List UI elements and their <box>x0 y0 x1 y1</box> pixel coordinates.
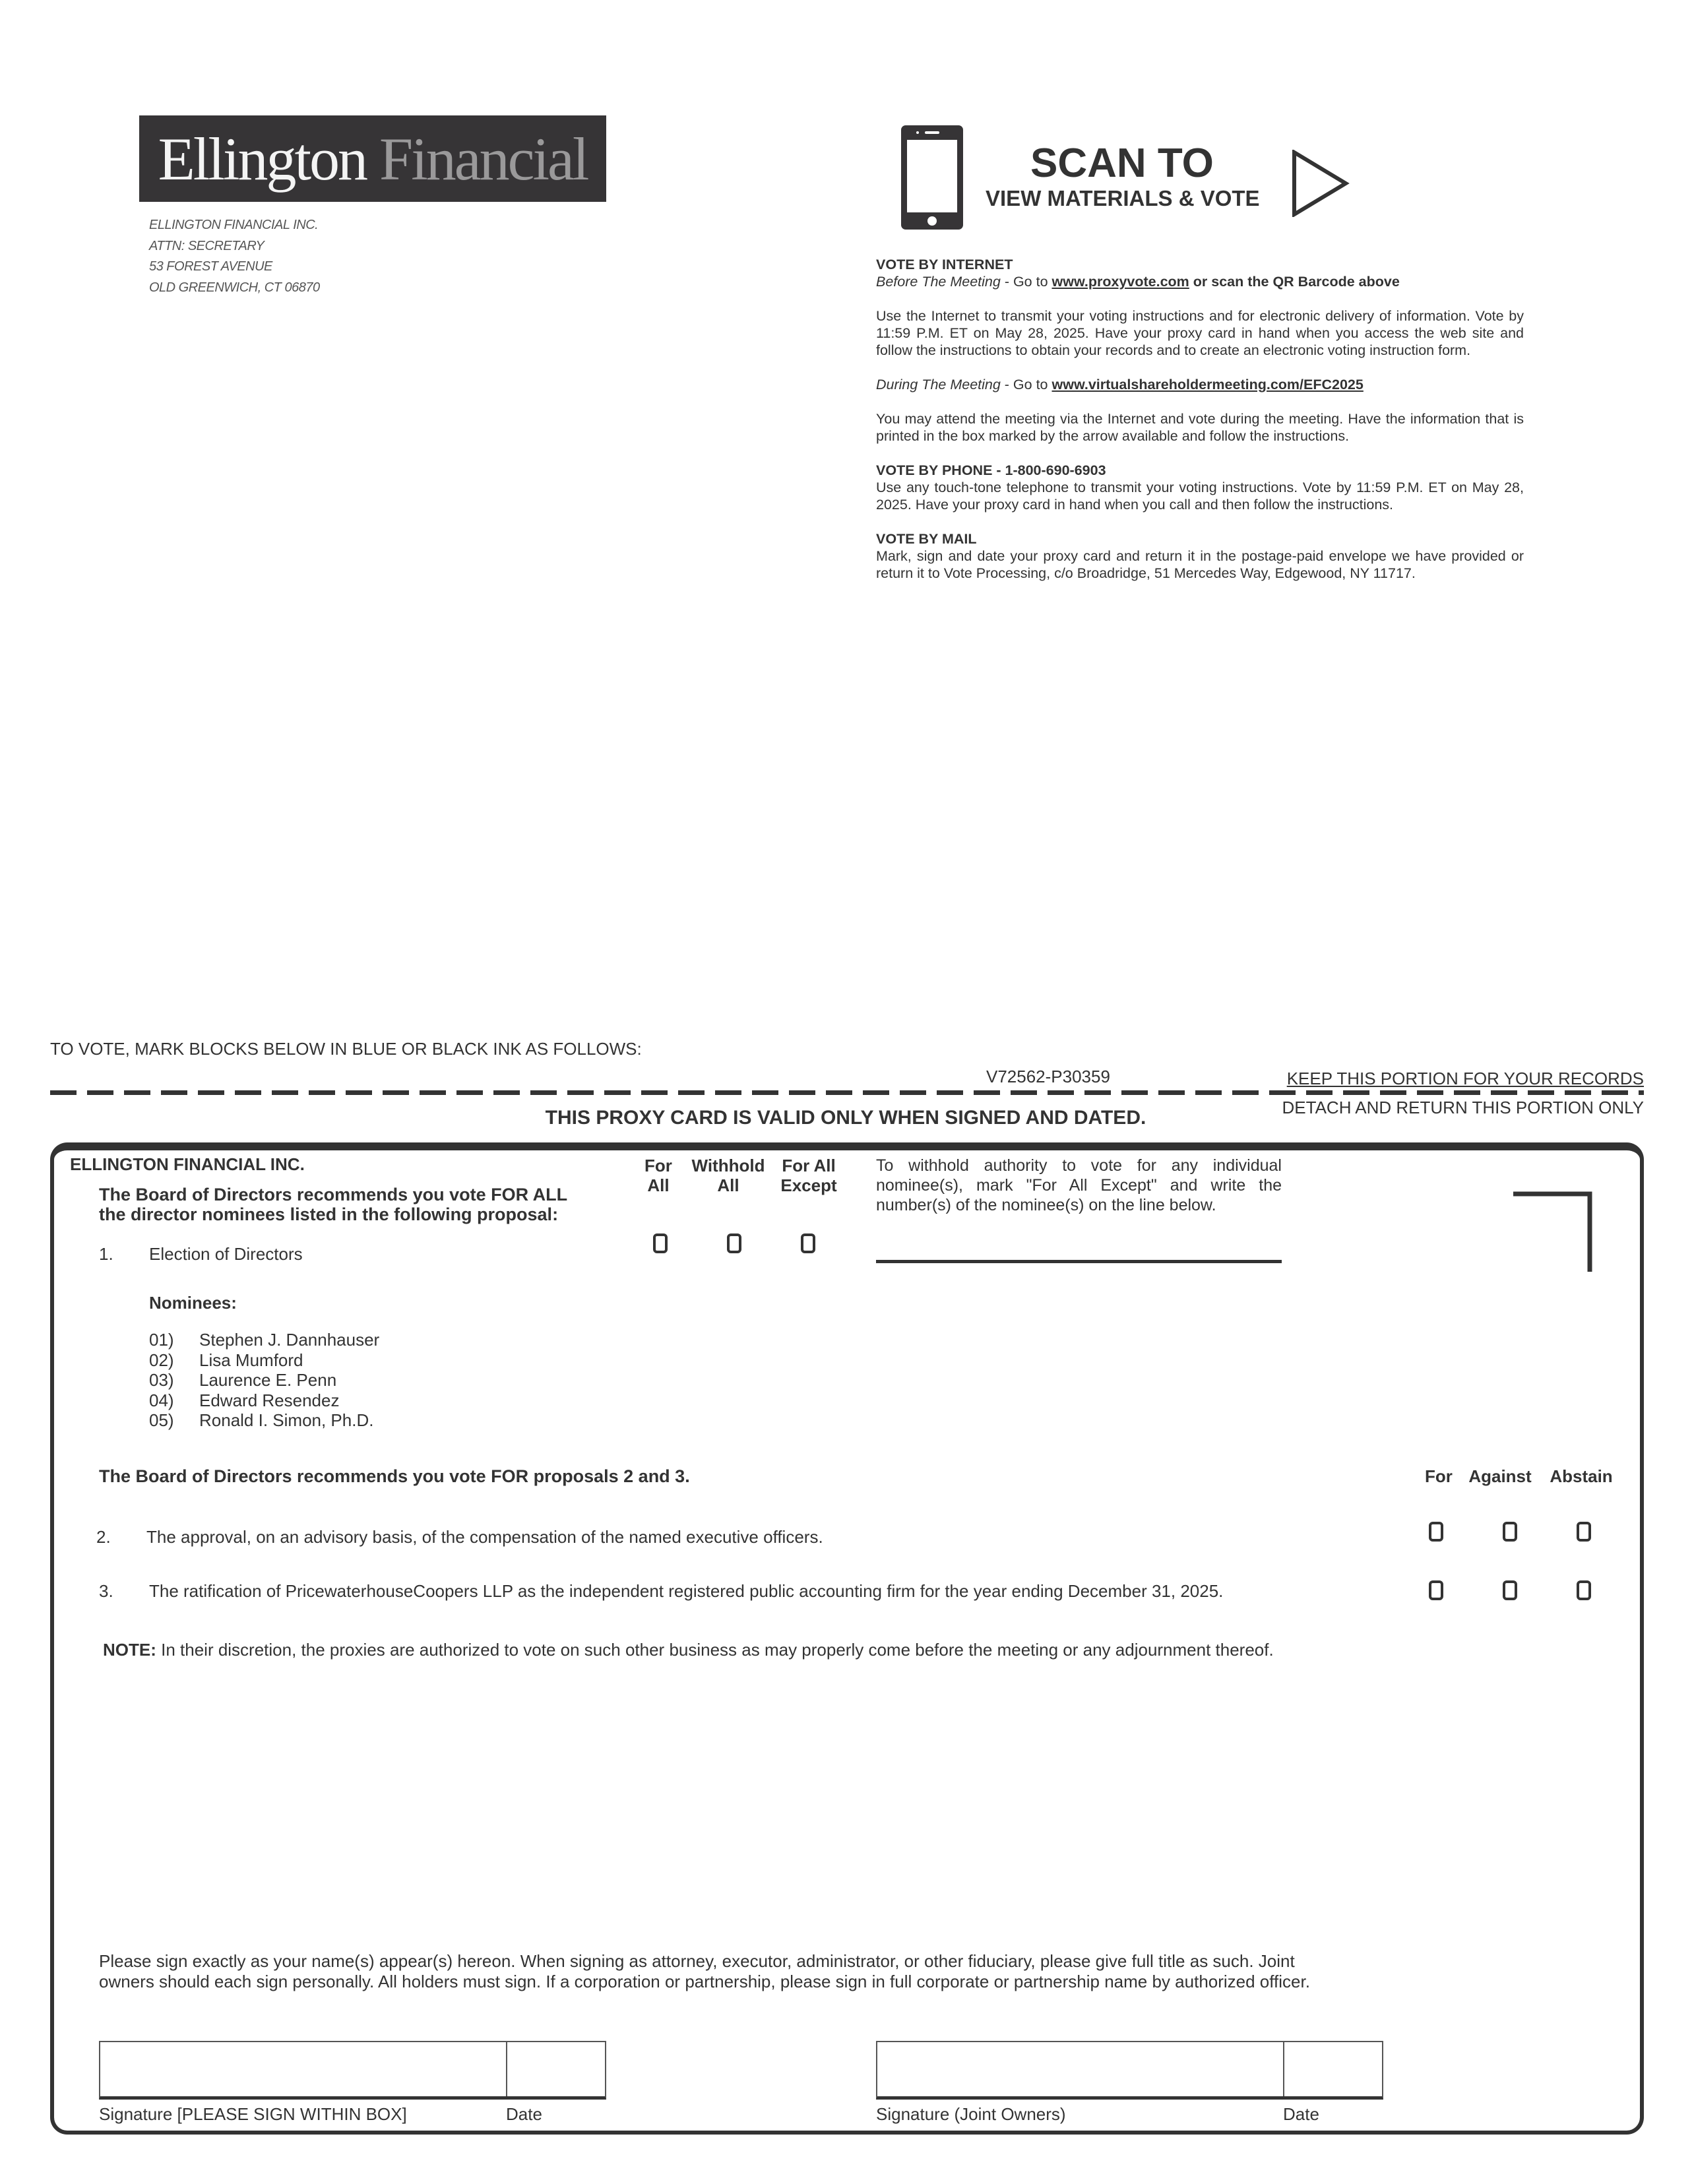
date-divider <box>506 2042 507 2096</box>
nominee-item: 04) Edward Resendez <box>149 1390 340 1410</box>
date-divider <box>1283 2042 1284 2096</box>
proposal-3-text: The ratification of PricewaterhouseCoopers LLP as the independent registered public accounting firm for the year ending December 31, 2025. <box>149 1581 1224 1601</box>
recommendation-1b: the director nominees listed in the following proposal: <box>99 1204 559 1224</box>
ellington-financial-logo <box>139 115 606 202</box>
proposal-2-for-checkbox[interactable] <box>1429 1522 1443 1542</box>
internet-body: Use the Internet to transmit your voting instructions and for electronic delivery of information. Vote by 11:59 P.M. ET on May 28, 2025. Have your proxy card in hand when you access the web site and follow the instructions to obtain your records and to create an electronic voting instruction form. <box>876 308 1524 358</box>
address-line: ATTN: SECRETARY <box>149 239 265 253</box>
during-meeting-label: During The Meeting <box>876 377 1001 392</box>
for-all-except-checkbox[interactable] <box>801 1233 815 1253</box>
nominee-item: 01) Stephen J. Dannhauser <box>149 1330 380 1350</box>
proposal-3-for-checkbox[interactable] <box>1429 1580 1443 1600</box>
nominee-item: 02) Lisa Mumford <box>149 1350 303 1370</box>
internet-heading: VOTE BY INTERNET <box>876 257 1013 272</box>
col-for-all: For All <box>644 1156 672 1195</box>
go-to-text: - Go to <box>1000 377 1052 392</box>
proposal-2-abstain-checkbox[interactable] <box>1577 1522 1591 1542</box>
address-line: ELLINGTON FINANCIAL INC. <box>149 218 319 232</box>
nominee-number-line[interactable] <box>876 1260 1282 1263</box>
address-line: OLD GREENWICH, CT 06870 <box>149 280 320 295</box>
proposal-3-number: 3. <box>99 1581 113 1601</box>
proposal-2-against-checkbox[interactable] <box>1503 1522 1517 1542</box>
nominee-item: 03) Laurence E. Penn <box>149 1370 337 1390</box>
proposal-2-text: The approval, on an advisory basis, of the compensation of the named executive officers. <box>146 1527 823 1547</box>
proposal-1-text: Election of Directors <box>149 1244 303 1264</box>
nominees-label: Nominees: <box>149 1293 237 1313</box>
mail-heading: VOTE BY MAIL <box>876 531 977 547</box>
proposal-2-number: 2. <box>96 1527 111 1547</box>
note-label: NOTE: <box>103 1640 156 1660</box>
phone-heading: VOTE BY PHONE - 1-800-690-6903 <box>876 462 1106 478</box>
view-materials-heading: VIEW MATERIALS & VOTE <box>986 186 1260 210</box>
proposal-1-number: 1. <box>99 1244 113 1264</box>
signature-label: Signature [PLEASE SIGN WITHIN BOX] <box>99 2104 407 2124</box>
corner-bracket-mark <box>1513 1191 1594 1272</box>
control-code: V72562-P30359 <box>986 1067 1110 1086</box>
withhold-all-checkbox[interactable] <box>727 1233 741 1253</box>
detach-portion-label: DETACH AND RETURN THIS PORTION ONLY <box>1282 1098 1644 1117</box>
keep-portion-label: KEEP THIS PORTION FOR YOUR RECORDS <box>1286 1069 1644 1088</box>
joint-signature-label: Signature (Joint Owners) <box>876 2104 1066 2124</box>
date-label: Date <box>1283 2104 1319 2124</box>
mail-body: Mark, sign and date your proxy card and return it in the postage-paid envelope we have provided or return it to Vote Processing, c/o Broadridge, 51 Mercedes Way, Edgewood, NY 11717. <box>876 548 1524 581</box>
withhold-instructions: To withhold authority to vote for any individual nominee(s), mark "For All Except" and write the number(s) of the nominee(s) on the line below. <box>876 1156 1282 1214</box>
voting-instructions <box>876 256 1524 599</box>
col-withhold-all: Withhold All <box>691 1156 765 1195</box>
col-against: Against <box>1468 1466 1532 1486</box>
detach-line <box>50 1090 1644 1095</box>
col-for-all-except: For All Except <box>780 1156 837 1195</box>
note <box>103 1640 1274 1660</box>
ink-instructions: TO VOTE, MARK BLOCKS BELOW IN BLUE OR BLACK INK AS FOLLOWS: <box>50 1039 642 1059</box>
signature-box[interactable] <box>99 2041 606 2100</box>
logo-word-2: Financial <box>379 125 588 193</box>
joint-signature-box[interactable] <box>876 2041 1383 2100</box>
before-meeting-label: Before The Meeting <box>876 274 1001 290</box>
nominee-item: 05) Ronald I. Simon, Ph.D. <box>149 1410 374 1430</box>
valid-notice: THIS PROXY CARD IS VALID ONLY WHEN SIGNED AND DATED. <box>545 1107 1146 1129</box>
for-all-checkbox[interactable] <box>653 1233 668 1253</box>
go-to-text: - Go to <box>1000 274 1052 290</box>
date-label: Date <box>506 2104 542 2124</box>
play-triangle-icon <box>1292 150 1350 217</box>
proposal-3-abstain-checkbox[interactable] <box>1577 1580 1591 1600</box>
during-body: You may attend the meeting via the Internet and vote during the meeting. Have the information that is printed in the box marked by the arrow available and follow the instructions. <box>876 411 1524 444</box>
recommendation-2: The Board of Directors recommends you vote FOR proposals 2 and 3. <box>99 1466 690 1486</box>
qr-text: or scan the QR Barcode above <box>1189 274 1400 290</box>
address-line: 53 FOREST AVENUE <box>149 259 272 274</box>
scan-to-heading: SCAN TO <box>1030 140 1214 186</box>
signing-instructions: Please sign exactly as your name(s) appear(s) hereon. When signing as attorney, executor, administrator, or other fiduciary, please give full title as such. Joint owners should each sign personally. All holders must sign. If a corporation or partnership, please sign in full corporate or partnership name by authorized officer. <box>99 1951 1310 1991</box>
logo-word-1: Ellington <box>158 125 367 193</box>
col-abstain: Abstain <box>1550 1466 1613 1486</box>
phone-body: Use any touch-tone telephone to transmit your voting instructions. Vote by 11:59 P.M. ET on May 28, 2025. Have your proxy card in hand when you call and then follow the instructions. <box>876 480 1524 513</box>
recommendation-1: The Board of Directors recommends you vote FOR ALL <box>99 1185 568 1204</box>
virtual-meeting-link[interactable]: www.virtualshareholdermeeting.com/EFC2025 <box>1051 377 1364 392</box>
smartphone-icon <box>901 125 963 230</box>
note-text: In their discretion, the proxies are authorized to vote on such other business as may properly come before the meeting or any adjournment thereof. <box>156 1640 1274 1660</box>
col-for: For <box>1425 1466 1453 1486</box>
proposal-3-against-checkbox[interactable] <box>1503 1580 1517 1600</box>
nominee-list <box>149 1330 379 1431</box>
proxyvote-link[interactable]: www.proxyvote.com <box>1051 274 1189 290</box>
company-name: ELLINGTON FINANCIAL INC. <box>70 1154 305 1174</box>
